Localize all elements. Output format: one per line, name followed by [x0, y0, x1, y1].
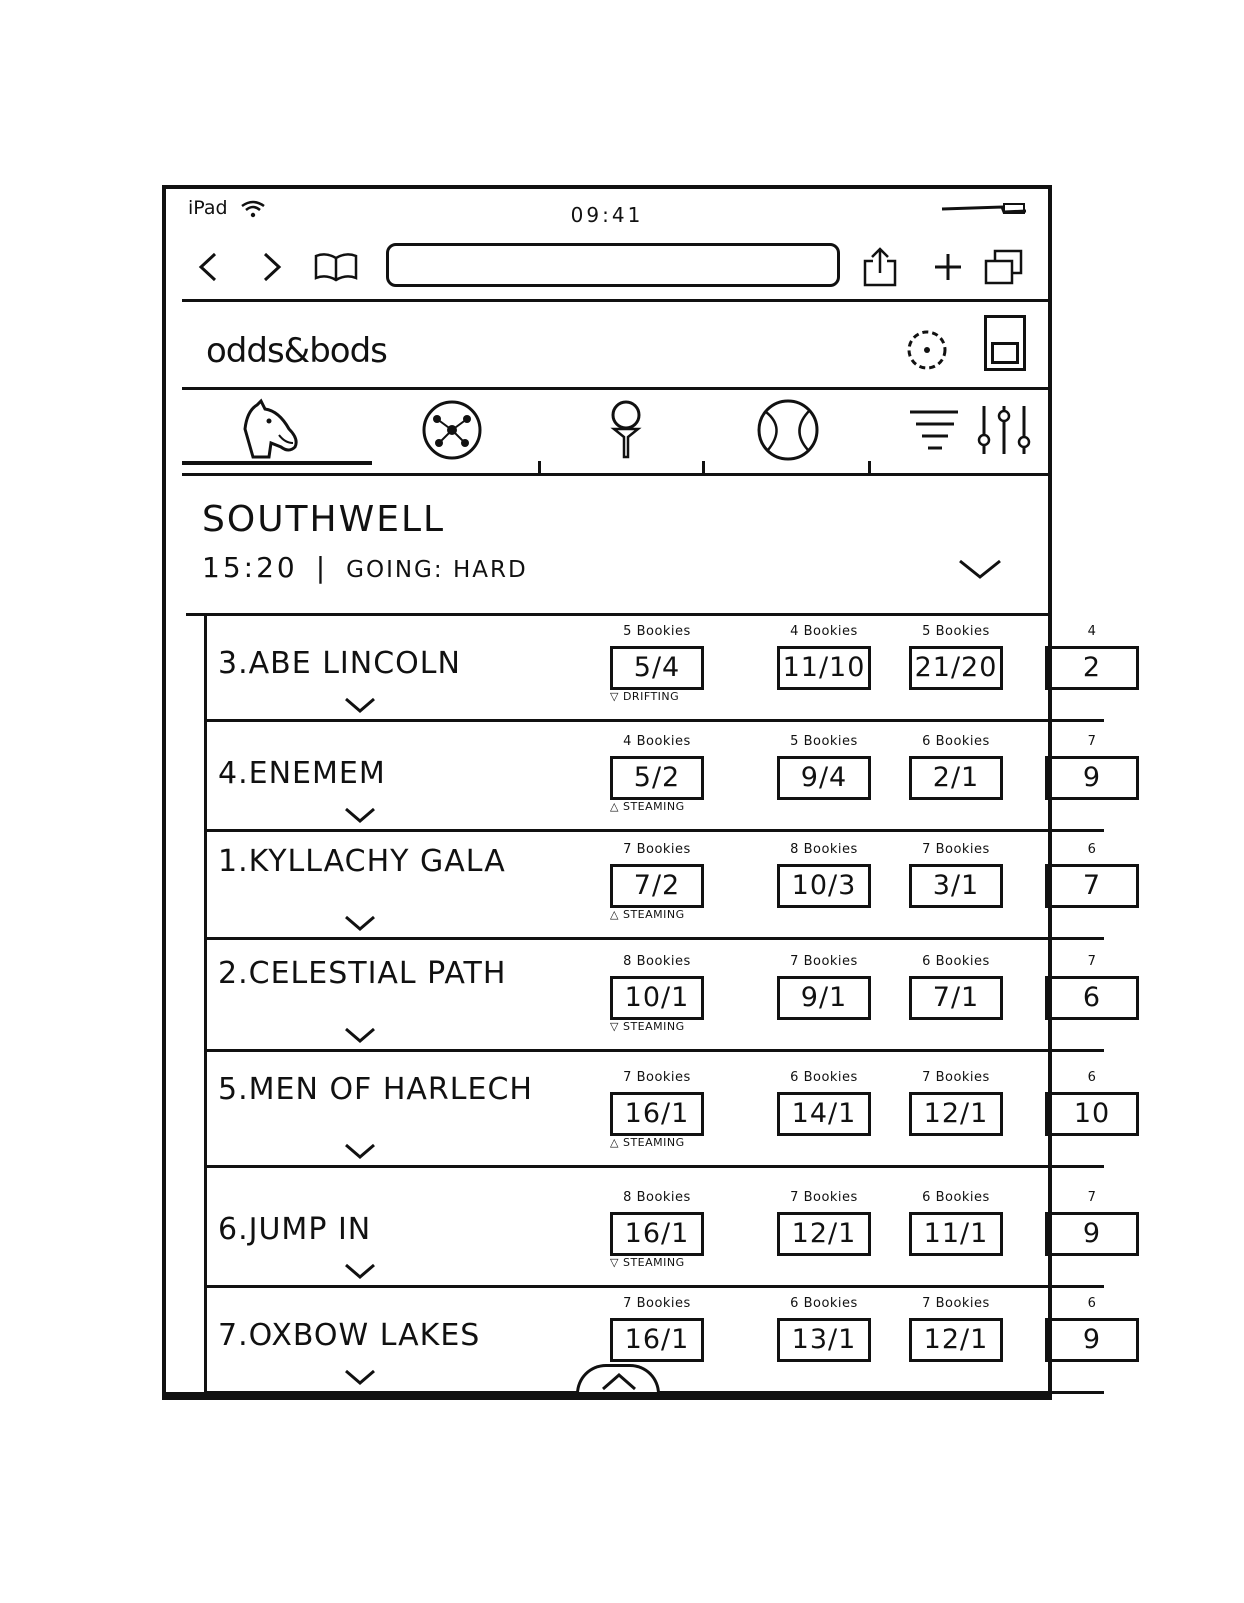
odds-cell[interactable]	[769, 1070, 879, 1136]
odds-cell[interactable]	[769, 954, 879, 1020]
price-trend: ▽ STEAMING	[610, 1256, 685, 1269]
runner-name-text: ENEMEM	[248, 756, 386, 791]
status-bar	[166, 189, 1048, 233]
odds-price[interactable]: 12/1	[777, 1212, 871, 1256]
tennis-icon	[756, 398, 820, 462]
tabs-button[interactable]	[984, 247, 1024, 287]
odds-price[interactable]: 2	[1045, 646, 1139, 690]
bookies-count: 6 Bookies	[922, 954, 990, 969]
runner-number: 5.	[218, 1072, 249, 1107]
menu-icon	[908, 408, 960, 452]
runner-name	[218, 1070, 578, 1110]
odds-price[interactable]: 9	[1045, 1212, 1139, 1256]
bookies-count: 6 Bookies	[922, 1190, 990, 1205]
race-header	[166, 479, 1048, 609]
golf-icon	[606, 399, 646, 461]
panel-toggle-button[interactable]	[984, 315, 1026, 371]
odds-price[interactable]: 12/1	[909, 1092, 1003, 1136]
book-icon	[314, 252, 358, 282]
price-trend: △ STEAMING	[610, 1136, 685, 1149]
odds-cell[interactable]	[1037, 1070, 1147, 1136]
runner-number: 6.	[218, 1212, 249, 1247]
url-field[interactable]	[386, 243, 840, 287]
runner-number: 3.	[218, 646, 249, 681]
sliders-icon	[976, 404, 1032, 456]
new-tab-button[interactable]	[928, 247, 968, 287]
odds-price[interactable]: 9/4	[777, 756, 871, 800]
chevron-down-icon[interactable]	[344, 697, 376, 713]
bookies-count: 6	[1087, 1296, 1097, 1311]
tab-horse-racing[interactable]	[230, 397, 310, 463]
share-icon	[861, 247, 899, 287]
odds-cell[interactable]	[602, 1190, 712, 1270]
odds-price[interactable]: 14/1	[777, 1092, 871, 1136]
app-header	[166, 301, 1048, 387]
bookmarks-button[interactable]	[312, 247, 360, 287]
bookies-count: 7	[1087, 954, 1097, 969]
runner-name-text: ABE LINCOLN	[248, 646, 461, 681]
bookies-count: 6 Bookies	[790, 1070, 858, 1085]
status-time: 09:41	[570, 203, 644, 227]
bookies-count: 7 Bookies	[623, 1296, 691, 1311]
runner-name-text: MEN OF HARLECH	[248, 1072, 533, 1107]
bookies-count: 6	[1087, 1070, 1097, 1085]
odds-cell[interactable]	[602, 624, 712, 704]
odds-price[interactable]: 11/10	[777, 646, 871, 690]
bookies-count: 8 Bookies	[623, 954, 691, 969]
bookies-count: 7 Bookies	[790, 1190, 858, 1205]
chevron-down-icon[interactable]	[344, 807, 376, 823]
runner-number: 4.	[218, 756, 249, 791]
horse-icon	[235, 399, 305, 461]
chevron-down-icon[interactable]	[344, 915, 376, 931]
odds-price[interactable]: 5/4	[610, 646, 704, 690]
sport-tabs	[166, 389, 1048, 471]
bookies-count: 6 Bookies	[790, 1296, 858, 1311]
odds-cell[interactable]	[769, 1190, 879, 1256]
chevron-down-icon[interactable]	[344, 1027, 376, 1043]
race-time: 15:20	[202, 551, 298, 584]
runner-row[interactable]	[204, 832, 1104, 940]
back-button[interactable]	[188, 247, 228, 287]
runner-name-text: KYLLACHY GALA	[248, 844, 506, 879]
tab-football[interactable]	[412, 397, 492, 463]
odds-price[interactable]: 3/1	[909, 864, 1003, 908]
bookies-count: 7	[1087, 734, 1097, 749]
odds-price[interactable]: 7/2	[610, 864, 704, 908]
race-going: GOING: HARD	[346, 557, 528, 583]
bookies-count: 7 Bookies	[922, 1296, 990, 1311]
odds-cell[interactable]	[602, 1070, 712, 1150]
odds-cell[interactable]	[901, 1296, 1011, 1362]
odds-price[interactable]: 21/20	[909, 646, 1003, 690]
device-label: iPad	[188, 197, 228, 219]
bookies-count: 6 Bookies	[922, 734, 990, 749]
odds-price[interactable]: 10	[1045, 1092, 1139, 1136]
bookies-count: 7 Bookies	[790, 954, 858, 969]
tab-more[interactable]	[894, 397, 974, 463]
runner-row[interactable]	[204, 1060, 1111, 1168]
plus-icon	[933, 252, 963, 282]
odds-cell[interactable]	[1037, 1190, 1147, 1256]
odds-price[interactable]: 13/1	[777, 1318, 871, 1362]
odds-cell[interactable]	[602, 954, 712, 1034]
runner-row[interactable]	[204, 724, 1104, 832]
chevron-up-icon	[601, 1371, 637, 1391]
odds-cell[interactable]	[1037, 1296, 1147, 1362]
tab-separator	[702, 461, 705, 473]
runner-name-text: CELESTIAL PATH	[248, 956, 507, 991]
odds-price[interactable]: 10/1	[610, 976, 704, 1020]
bookies-count: 5 Bookies	[790, 734, 858, 749]
bookies-count: 6	[1087, 842, 1097, 857]
share-button[interactable]	[860, 247, 900, 287]
app-logo[interactable]: odds&bods	[206, 331, 387, 371]
odds-price[interactable]: 16/1	[610, 1318, 704, 1362]
bookies-count: 7 Bookies	[922, 1070, 990, 1085]
runner-name	[218, 1316, 578, 1356]
bookies-count: 4	[1087, 624, 1097, 639]
odds-price[interactable]: 9/1	[777, 976, 871, 1020]
odds-price[interactable]: 6	[1045, 976, 1139, 1020]
odds-cell[interactable]	[769, 734, 879, 800]
bookies-count: 4 Bookies	[623, 734, 691, 749]
price-trend: △ STEAMING	[610, 800, 685, 813]
odds-price[interactable]: 9	[1045, 756, 1139, 800]
runner-name	[218, 754, 578, 794]
runner-list	[166, 614, 1111, 1394]
odds-cell[interactable]	[901, 1190, 1011, 1256]
runner-name-text: OXBOW LAKES	[248, 1318, 481, 1353]
odds-cell[interactable]	[901, 954, 1011, 1020]
runner-number: 1.	[218, 844, 249, 879]
bookies-count: 8 Bookies	[790, 842, 858, 857]
price-trend: ▽ STEAMING	[610, 1020, 685, 1033]
runner-name-text: JUMP IN	[248, 1212, 372, 1247]
odds-cell[interactable]	[901, 842, 1011, 908]
divider	[182, 473, 1048, 476]
odds-price[interactable]: 11/1	[909, 1212, 1003, 1256]
odds-price[interactable]: 5/2	[610, 756, 704, 800]
bottom-edge	[166, 1392, 1048, 1396]
bookies-count: 7 Bookies	[623, 1070, 691, 1085]
bookies-count: 7 Bookies	[623, 842, 691, 857]
odds-cell[interactable]	[901, 624, 1011, 690]
ipad-frame	[162, 185, 1111, 1400]
tab-filters[interactable]	[974, 397, 1034, 463]
race-venue: SOUTHWELL	[202, 499, 446, 540]
active-tab-indicator	[182, 461, 372, 465]
price-trend: △ STEAMING	[610, 908, 685, 921]
odds-cell[interactable]	[1037, 842, 1147, 908]
bookies-count: 4 Bookies	[790, 624, 858, 639]
odds-cell[interactable]	[1037, 734, 1147, 800]
football-icon	[421, 399, 483, 461]
odds-price[interactable]: 7/1	[909, 976, 1003, 1020]
odds-cell[interactable]	[769, 624, 879, 690]
tab-golf[interactable]	[586, 397, 666, 463]
tab-tennis[interactable]	[748, 397, 828, 463]
odds-price[interactable]: 7	[1045, 864, 1139, 908]
tabs-icon	[983, 249, 1025, 285]
bookies-count: 5 Bookies	[922, 624, 990, 639]
odds-price[interactable]: 12/1	[909, 1318, 1003, 1362]
browser-toolbar	[166, 233, 1048, 301]
odds-cell[interactable]	[769, 1296, 879, 1362]
runner-name	[218, 644, 578, 684]
back-icon	[197, 252, 219, 282]
runner-row[interactable]	[204, 944, 1104, 1052]
bookies-count: 7	[1087, 1190, 1097, 1205]
odds-cell[interactable]	[602, 842, 712, 922]
runner-number: 2.	[218, 956, 249, 991]
price-trend: ▽ DRIFTING	[610, 690, 680, 703]
runner-number: 7.	[218, 1318, 249, 1353]
gear-icon[interactable]	[900, 323, 954, 377]
chevron-down-icon[interactable]	[344, 1369, 376, 1385]
meta-separator: |	[315, 551, 329, 584]
runner-row[interactable]	[204, 614, 1104, 722]
tab-separator	[868, 461, 871, 473]
chevron-down-icon[interactable]	[344, 1143, 376, 1159]
chevron-down-icon[interactable]	[958, 557, 1002, 581]
runner-name	[218, 842, 578, 882]
odds-price[interactable]: 2/1	[909, 756, 1003, 800]
runner-name	[218, 1210, 578, 1250]
odds-cell[interactable]	[901, 734, 1011, 800]
runner-row[interactable]	[204, 1180, 1104, 1288]
battery-icon	[942, 203, 1028, 215]
forward-button[interactable]	[252, 247, 292, 287]
runner-name	[218, 954, 578, 994]
chevron-down-icon[interactable]	[344, 1263, 376, 1279]
tab-separator	[538, 461, 541, 473]
odds-cell[interactable]	[901, 1070, 1011, 1136]
odds-cell[interactable]	[769, 842, 879, 908]
odds-price[interactable]: 16/1	[610, 1212, 704, 1256]
odds-price[interactable]: 9	[1045, 1318, 1139, 1362]
odds-price[interactable]: 10/3	[777, 864, 871, 908]
odds-cell[interactable]	[602, 734, 712, 814]
bookies-count: 7 Bookies	[922, 842, 990, 857]
bookies-count: 8 Bookies	[623, 1190, 691, 1205]
race-meta	[202, 551, 528, 584]
forward-icon	[261, 252, 283, 282]
odds-price[interactable]: 16/1	[610, 1092, 704, 1136]
odds-cell[interactable]	[1037, 954, 1147, 1020]
odds-cell[interactable]	[602, 1296, 712, 1362]
odds-cell[interactable]	[1037, 624, 1147, 690]
bookies-count: 5 Bookies	[623, 624, 691, 639]
